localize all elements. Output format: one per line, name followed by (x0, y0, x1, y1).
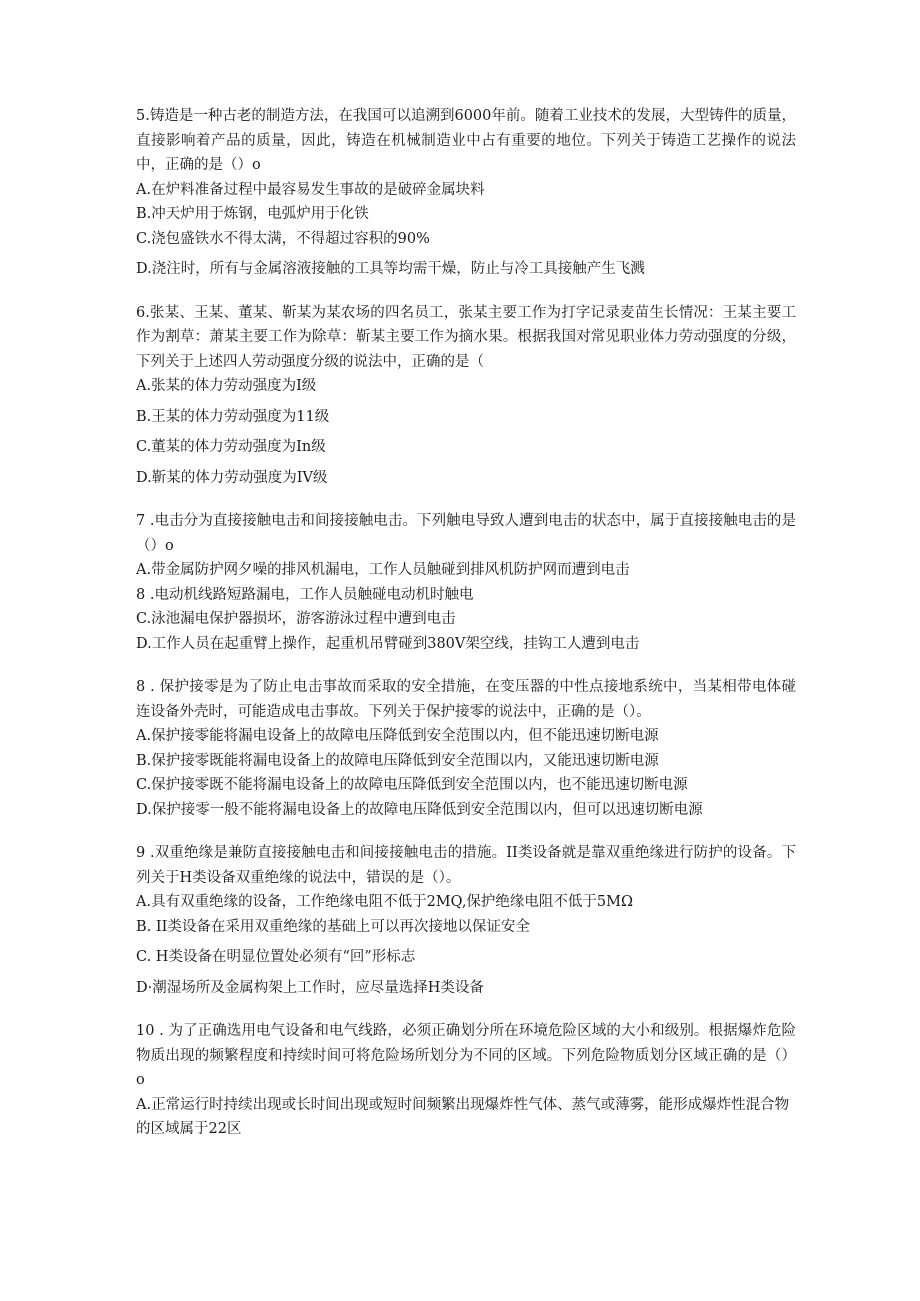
option-a: A.张某的体力劳动强度为I级 (136, 378, 317, 394)
question-6 (136, 301, 796, 491)
option-d: D.工作人员在起重臂上操作，起重机吊臂碰到380V架空线，挂钩工人遭到电击 (136, 635, 640, 652)
question-7 (136, 509, 796, 656)
option-c: C. H类设备在明显位置处必须有“回”形标志 (136, 949, 416, 965)
option-d: D.浇注时，所有与金属溶液接触的工具等均需干燥，防止与冷工具接触产生飞溅 (136, 261, 645, 277)
option-c: C.泳池漏电保护器损坏，游客游泳过程中遭到电击 (136, 611, 456, 627)
option-a: A.保护接零能将漏电设备上的故障电压降低到安全范围以内，但不能迅速切断电源 (136, 728, 659, 744)
question-stem: 5.铸造是一种古老的制造方法，在我国可以追溯到6000年前。随着工业技术的发展，大型铸件的质量，直接影响着产品的质量，因此，铸造在机械制造业中占有重要的地位。下列关于铸造工艺操作的说法中，正确的是（）o (136, 108, 796, 173)
option-a: A.具有双重绝缘的设备，工作绝缘电阻不低于2MQ,保护绝缘电阻不低于5MΩ (136, 894, 634, 910)
option-b: B.保护接零既能将漏电设备上的故障电压降低到安全范围以内，又能迅速切断电源 (136, 752, 659, 769)
question-stem: 8 . 保护接零是为了防止电击事故而采取的安全措施，在变压器的中性点接地系统中，当某相带电体碰连设备外壳时，可能造成电击事故。下列关于保护接零的说法中，正确的是（）。 (136, 679, 796, 720)
option-a: A.正常运行时持续出现或长时间出现或短时间频繁出现爆炸性气体、蒸气或薄雾，能形成爆炸性混合物的区域属于22区 (136, 1096, 790, 1137)
option-d: D.保护接零一般不能将漏电设备上的故障电压降低到安全范围以内，但可以迅速切断电源 (136, 801, 703, 818)
option-a: A.带金属防护网夕噪的排风机漏电，工作人员触碰到排风机防护网而遭到电击 (136, 562, 630, 578)
option-c: C.浇包盛铁水不得太满，不得超过容积的90% (136, 230, 430, 247)
option-b: 8 .电动机线路短路漏电，工作人员触碰电动机时触电 (136, 586, 474, 603)
question-5 (136, 104, 796, 282)
option-d: D.靳某的体力劳动强度为IV级 (136, 469, 328, 486)
question-stem: 9 .双重绝缘是兼防直接接触电击和间接接触电击的措施。II类设备就是靠双重绝缘进行防护的设备。下列关于H类设备双重绝缘的说法中，错误的是（）。 (136, 845, 796, 886)
question-stem: 6.张某、王某、董某、靳某为某农场的四名员工，张某主要工作为打字记录麦苗生长情况：王某主要工作为割草：萧某主要工作为除草：靳某主要工作为摘水果。根据我国对常见职业体力劳动强度的分级，下列关于上述四人劳动强度分级的说法中，正确的是（ (136, 304, 796, 370)
document-page (136, 104, 796, 1161)
option-a: A.在炉料准备过程中最容易发生事故的是破碎金属块料 (136, 181, 485, 198)
option-b: B. II类设备在采用双重绝缘的基础上可以再次接地以保证安全 (136, 918, 530, 935)
question-8 (136, 675, 796, 822)
option-c: C.保护接零既不能将漏电设备上的故障电压降低到安全范围以内，也不能迅速切断电源 (136, 777, 688, 793)
option-d: D·潮湿场所及金属构架上工作时，应尽量选择H类设备 (136, 979, 484, 996)
question-10 (136, 1019, 796, 1142)
question-stem: 7 .电击分为直接接触电击和间接接触电击。下列触电导致人遭到电击的状态中，属于直接接触电击的是（）o (136, 513, 796, 554)
option-b: B.王某的体力劳动强度为11级 (136, 408, 330, 425)
question-stem: 10 . 为了正确选用电气设备和电气线路，必须正确划分所在环境危险区域的大小和级别。根据爆炸危险物质出现的频繁程度和持续时间可将危险场所划分为不同的区域。下列危险物质划分区域正确的是（）o (136, 1023, 796, 1088)
question-9 (136, 841, 796, 1000)
option-c: C.董某的体力劳动强度为In级 (136, 439, 326, 455)
option-b: B.冲天炉用于炼钢，电弧炉用于化铁 (136, 206, 369, 222)
